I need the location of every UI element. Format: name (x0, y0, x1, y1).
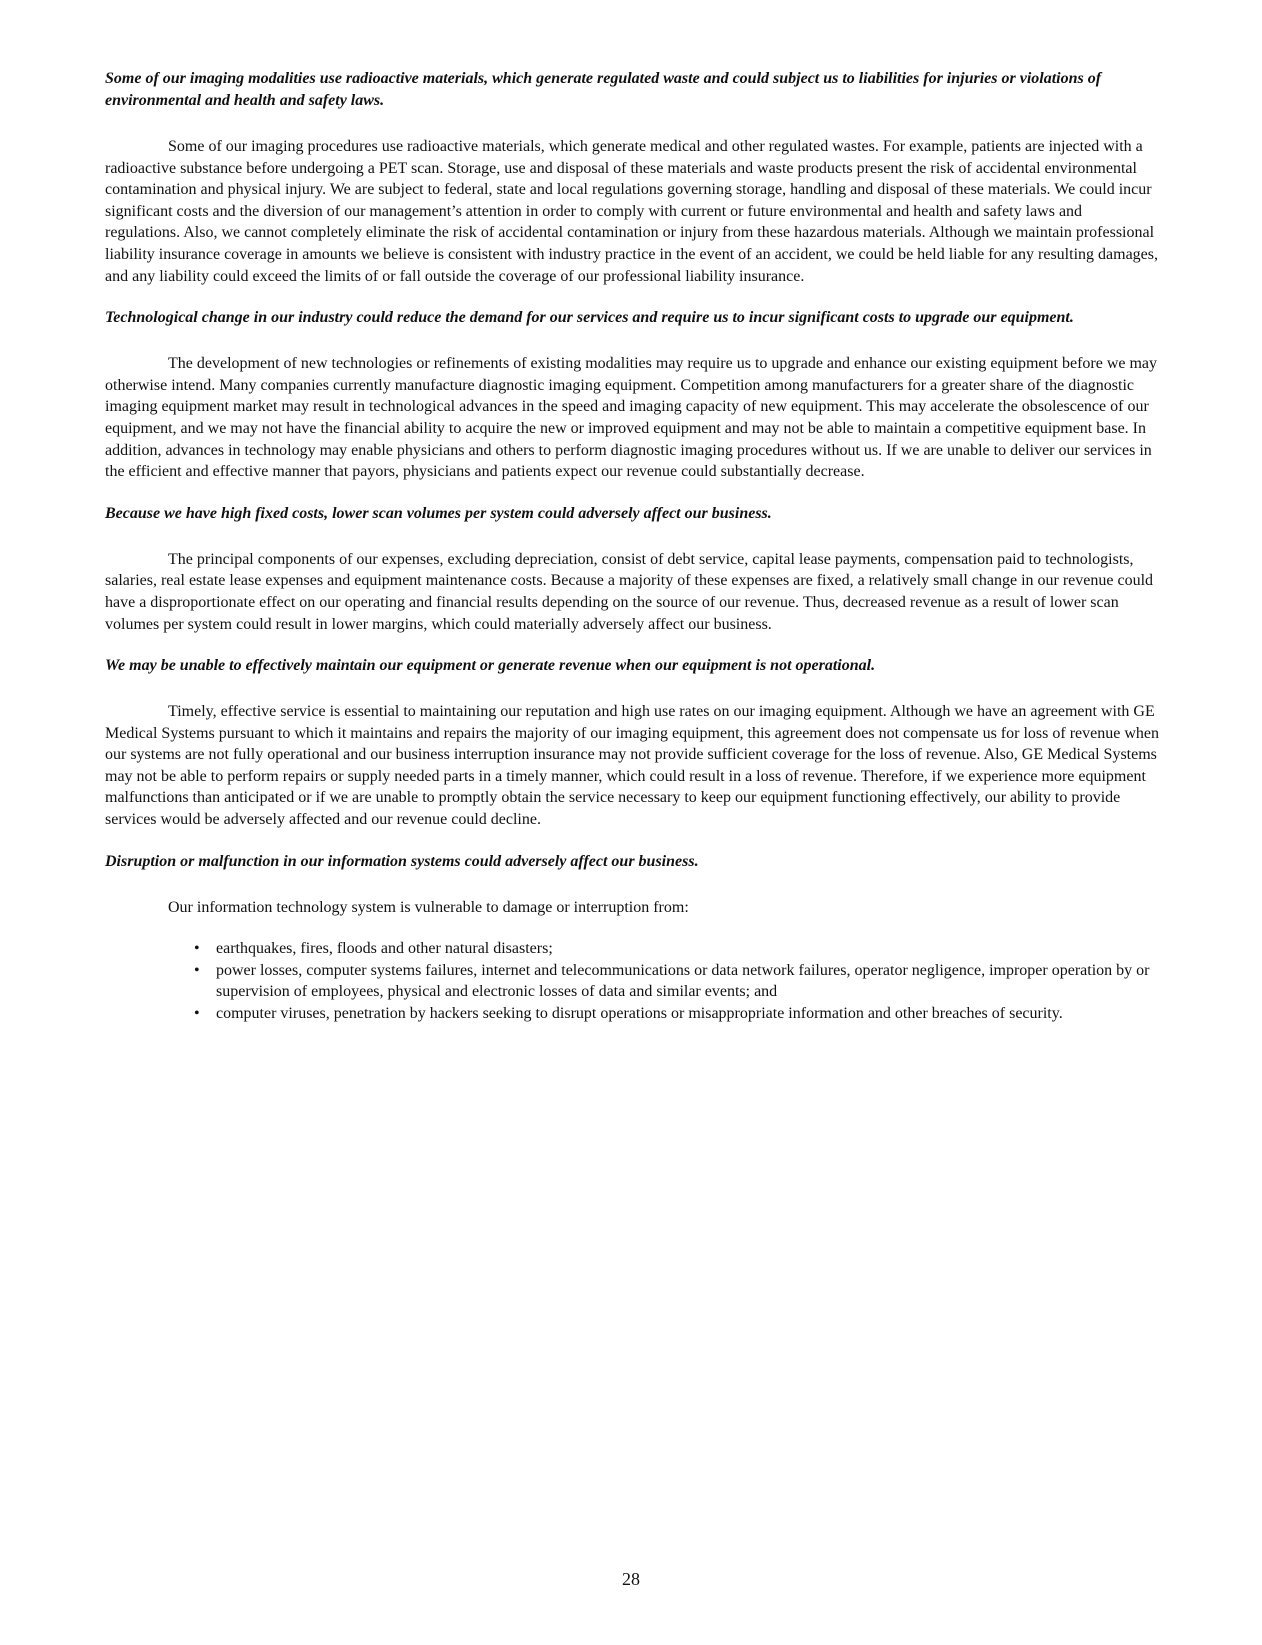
bullet-icon: • (194, 961, 200, 979)
section-heading-radioactive-materials: Some of our imaging modalities use radioactive materials, which generate regulated waste and could subject us to liabilities for injuries or violations of environmental and health and safety laws. (105, 70, 1102, 109)
document-body (105, 68, 1161, 1025)
list-item-text: earthquakes, fires, floods and other natural disasters; (216, 940, 553, 958)
page-number: 28 (622, 1569, 640, 1589)
bullet-icon: • (194, 940, 200, 958)
list-item (188, 938, 1161, 960)
section-paragraph-technological-change: The development of new technologies or refinements of existing modalities may require us to upgrade and enhance our existing equipment before we may otherwise intend. Many companies currently manufacture diagnostic imaging equipment. Competition among manufacturers for a greater share of the diagnostic imaging equipment market may result in technological advances in the speed and imaging capacity of new equipment. This may accelerate the obsolescence of our equipment, and we may not have the financial ability to acquire the new or improved equipment and may not be able to maintain a competitive equipment base. In addition, advances in technology may enable physicians and others to perform diagnostic imaging procedures without us. If we are unable to deliver our services in the efficient and effective manner that payors, physicians and patients expect our revenue could substantially decrease. (105, 355, 1158, 481)
risk-bullet-list (105, 938, 1161, 1024)
section-paragraph-equipment-maintenance: Timely, effective service is essential to maintaining our reputation and high use rates on our imaging equipment. Although we have an agreement with GE Medical Systems pursuant to which it maintains and repairs the majority of our imaging equipment, this agreement does not compensate us for loss of revenue when our systems are not fully operational and our business interruption insurance may not provide sufficient coverage for the loss of revenue. Also, GE Medical Systems may not be able to perform repairs or supply needed parts in a timely manner, which could result in a loss of revenue. Therefore, if we experience more equipment malfunctions than anticipated or if we are unable to promptly obtain the service necessary to keep our equipment functioning effectively, our ability to provide services would be adversely affected and our revenue could decline. (105, 703, 1159, 829)
section-paragraph-radioactive-materials: Some of our imaging procedures use radioactive materials, which generate medical and other regulated wastes. For example, patients are injected with a radioactive substance before undergoing a PET scan. Storage, use and disposal of these materials and waste products present the risk of accidental environmental contamination and physical injury. We are subject to federal, state and local regulations governing storage, handling and disposal of these materials. We could incur significant costs and the diversion of our management’s attention in order to comply with current or future environmental and health and safety laws and regulations. Also, we cannot completely eliminate the risk of accidental contamination or injury from these hazardous materials. Although we maintain professional liability insurance coverage in amounts we believe is consistent with industry practice in the event of an accident, we could be held liable for any resulting damages, and any liability could exceed the limits of or fall outside the coverage of our professional liability insurance. (105, 138, 1158, 285)
section-heading-information-systems: Disruption or malfunction in our information systems could adversely affect our business. (105, 852, 699, 870)
bullet-icon: • (194, 1005, 200, 1023)
section-paragraph-information-systems: Our information technology system is vulnerable to damage or interruption from: (168, 898, 689, 916)
section-paragraph-fixed-costs: The principal components of our expenses, excluding depreciation, consist of debt service, capital lease payments, compensation paid to technologists, salaries, real estate lease expenses and equipment maintenance costs. Because a majority of these expenses are fixed, a relatively small change in our revenue could have a disproportionate effect on our operating and financial results depending on the source of our revenue. Thus, decreased revenue as a result of lower scan volumes per system could result in lower margins, which could materially adversely affect our business. (105, 550, 1154, 633)
list-item-text: computer viruses, penetration by hackers seeking to disrupt operations or misappropriate information and other breaches of security. (216, 1005, 1063, 1023)
list-item-text: power losses, computer systems failures, internet and telecommunications or data network failures, operator negligence, improper operation by or supervision of employees, physical and electronic losses of data and similar events; and (216, 961, 1150, 1001)
list-item (188, 1003, 1161, 1025)
section-heading-fixed-costs: Because we have high fixed costs, lower scan volumes per system could adversely affect our business. (105, 504, 772, 522)
section-heading-equipment-maintenance: We may be unable to effectively maintain our equipment or generate revenue when our equipment is not operational. (105, 657, 876, 675)
section-heading-technological-change: Technological change in our industry could reduce the demand for our services and require us to incur significant costs to upgrade our equipment. (105, 309, 1074, 327)
list-item (188, 960, 1161, 1003)
